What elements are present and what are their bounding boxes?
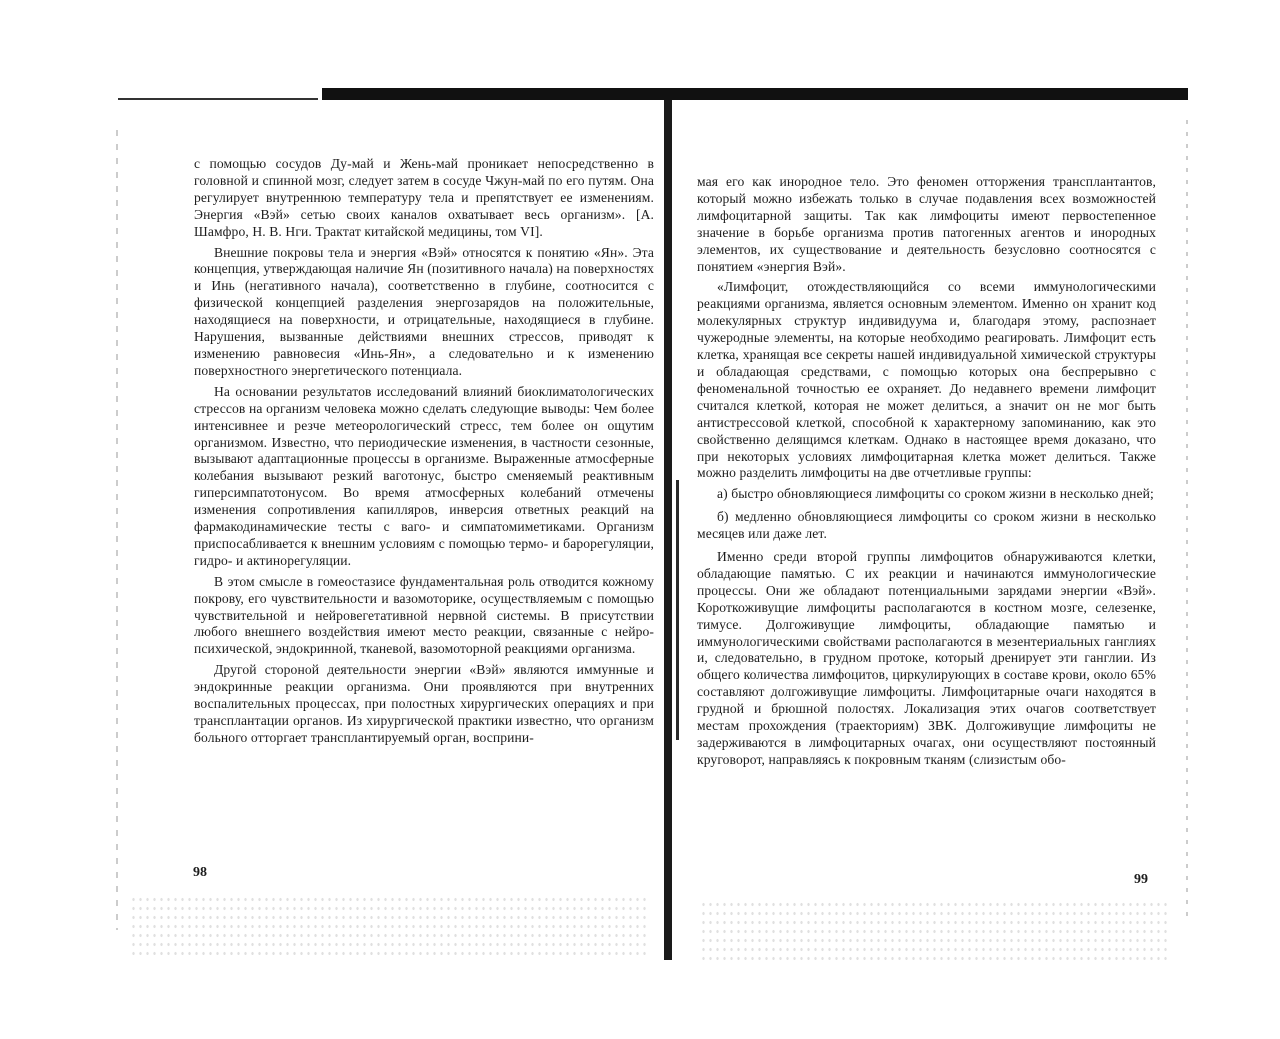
page-edge-line: [118, 98, 318, 100]
paragraph: «Лимфоцит, отождествляющийся со всеми иммунологическими реакциями организма, является основным элементом. Именно он хранит код молекулярных структур индивидуума и, благодаря этому, распознает чужеродные элементы, на которые необходимо реагировать. Лимфоцит есть клетка, хранящая все секреты нашей индивидуальной химической структуры и обладающая средствами, с помощью которых она беспрерывно с феноменальной точностью ее охраняет. До недавнего времени лимфоцит считался клеткой, которая не может делиться, а значит он не мог быть антистрессовой клеткой, способной к характерному запоминанию, как это свойственно делящимся клеткам. Однако в настоящее время доказано, что при некоторых условиях лимфоцитарная клетка может делиться. Также можно разделить лимфоциты на две отчетливые группы:: [697, 279, 1156, 481]
book-spine: [664, 100, 672, 960]
right-page-text: [697, 174, 1156, 773]
page-number-right: 99: [1134, 872, 1148, 887]
paragraph: В этом смысле в гомеостазисе фундаментальная роль отводится кожному покрову, его чувствительности и вазомоторике, осуществляемым с помощью чувствительной и нейровегетативной нервной системы. В присутствии любого внешнего воздействия имеют место реакции, связанные с нейро-психической, эндокринной, тканевой, вазомоторной реакциями организма.: [194, 573, 654, 657]
paragraph: с помощью сосудов Ду-май и Жень-май проникает непосредственно в головной и спинной мозг, следует затем в сосуде Чжун-май по его путям. Она регулирует внутреннюю температуру тела и препятствует ее изменениям. Энергия «Вэй» сетью своих каналов охватывает весь организм». [А. Шамфро, Н. В. Нги. Трактат китайской медицины, том VI].: [194, 156, 654, 239]
paragraph: мая его как инородное тело. Это феномен отторжения трансплантантов, который можно избежать только в случае подавления всех возможностей лимфоцитарной защиты. Так как лимфоциты имеют первостепенное значение в борьбе организма против патогенных агентов и инородных элементов, их существование и деятельность безусловно соотносятся с понятием «энергия Вэй».: [697, 174, 1156, 274]
page-number-left: 98: [193, 865, 207, 880]
book-spine-shadow: [676, 480, 679, 740]
scan-top-border: [322, 88, 1188, 100]
left-page-text: [194, 156, 654, 751]
list-item: а) быстро обновляющиеся лимфоциты со сроком жизни в несколько дней;: [717, 486, 1154, 502]
paragraph: На основании результатов исследований влияний биоклиматологических стрессов на организм человека можно сделать следующие выводы: Чем более интенсивнее и резче метеорологический стресс, тем более он ощутим организмом. Известно, что периодические изменения, в частности сезонные, вызывают адаптационные процессы в организме. Выраженные атмосферные колебания вызывают резкий ваготонус, быстро сменяемый реактивным гиперсимпатотонусом. Во время атмосферных колебаний отмечены изменения сопротивления капилляров, инверсия ответных реакций на фармакодинамические тесты с ваго- и симпатомиметиками. Организм приспосабливается к внешним условиям с помощью термо- и барорегуляции, гидро- и актинорегуляции.: [194, 383, 654, 568]
paragraph: Другой стороной деятельности энергии «Вэй» являются иммунные и эндокринные реакции организма. Они проявляются при внутренних воспалительных процессах, при полостных хирургических операциях и при трансплантации органов. Из хирургической практики известно, что организм больного отторгает трансплантируемый орган, восприни-: [194, 662, 654, 745]
left-page-edge: [116, 130, 118, 930]
right-page-edge: [1186, 120, 1188, 920]
scan-noise: [700, 900, 1170, 960]
list-item: б) медленно обновляющиеся лимфоциты со сроком жизни в несколько месяцев или даже лет.: [697, 509, 1156, 542]
scan-noise: [130, 895, 650, 955]
paragraph: Внешние покровы тела и энергия «Вэй» относятся к понятию «Ян». Эта концепция, утверждающая наличие Ян (позитивного начала) на поверхностях и Инь (негативного начала), соответственно в глубине, соотносится с физической концепцией разделения энергозарядов на положительные, находящиеся на поверхности, и отрицательные, находящиеся в глубине. Нарушения, вызванные действиями внешних стрессов, приводят к изменению равновесия «Инь-Ян», а следовательно и к изменению поверхностного энергетического потенциала.: [194, 244, 654, 378]
paragraph: Именно среди второй группы лимфоцитов обнаруживаются клетки, обладающие памятью. С их реакции и начинаются иммунологические процессы. Они же обладают потенциальными зарядами энергии «Вэй». Короткоживущие лимфоциты располагаются в костном мозге, селезенке, тимусе. Долгоживущие лимфоциты, обладающие памятью и иммунологическими свойствами располагаются в мезентериальных ганглиях и, следовательно, в грудном протоке, который дренирует эти ганглии. Из общего количества лимфоцитов, циркулирующих в составе крови, около 65% составляют долгоживущие лимфоциты. Лимфоцитарные очаги находятся в грудной и брюшной полостях. Локализация этих очагов соответствует местам прохождения (траекториям) ЗВК. Долгоживущие лимфоциты не задерживаются в лимфоцитарных очагах, они осуществляют постоянный круговорот, направляясь к покровным тканям (слизистым обо-: [697, 549, 1156, 767]
